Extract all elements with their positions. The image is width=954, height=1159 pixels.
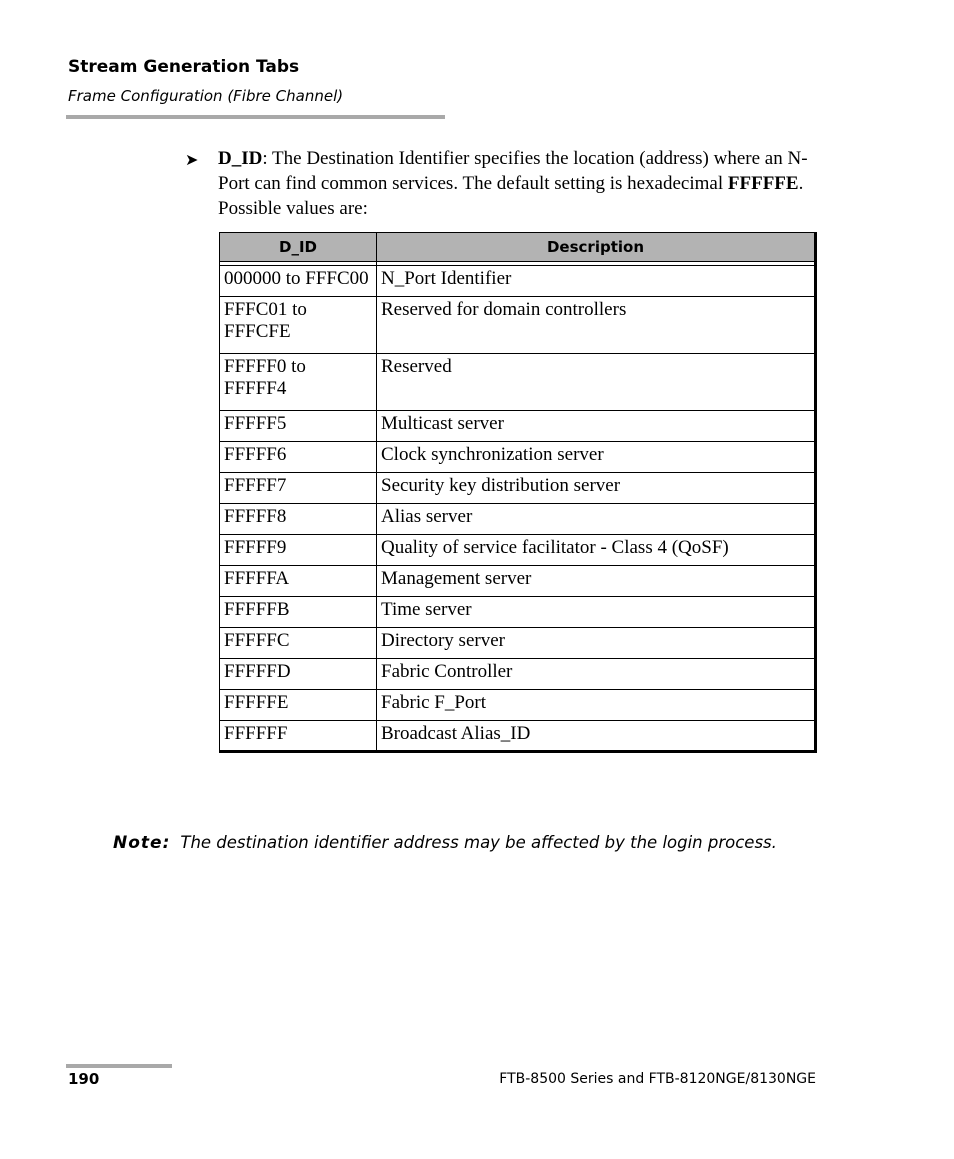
- description-cell: Clock synchronization server: [377, 442, 816, 473]
- description-cell: Reserved: [377, 354, 816, 411]
- did-table-container: [219, 232, 819, 753]
- description-cell: N_Port Identifier: [377, 266, 816, 297]
- description-cell: Reserved for domain controllers: [377, 297, 816, 354]
- did-cell: FFFFF8: [220, 504, 377, 535]
- footer-divider: [66, 1064, 172, 1068]
- intro-text-1: : The Destination Identifier specifies the location (address) where an N-Port can find common services. The default setting is hexadecimal: [218, 148, 808, 194]
- table-header-row: [220, 233, 816, 262]
- table-row: [220, 504, 816, 535]
- did-cell: FFFFF9: [220, 535, 377, 566]
- table-row: [220, 442, 816, 473]
- did-cell: FFFFFD: [220, 659, 377, 690]
- header-divider: [66, 115, 445, 119]
- did-table: [219, 232, 817, 753]
- table-row: [220, 297, 816, 354]
- did-cell: FFFFFF: [220, 721, 377, 752]
- table-row: [220, 266, 816, 297]
- description-cell: Directory server: [377, 628, 816, 659]
- did-cell: FFFFF5: [220, 411, 377, 442]
- note-label: Note:: [113, 833, 171, 853]
- description-cell: Alias server: [377, 504, 816, 535]
- table-row: [220, 628, 816, 659]
- table-row: [220, 597, 816, 628]
- did-cell: FFFFF0 to FFFFF4: [220, 354, 377, 411]
- page-number: 190: [68, 1070, 100, 1088]
- table-row: [220, 354, 816, 411]
- description-cell: Time server: [377, 597, 816, 628]
- table-row: [220, 411, 816, 442]
- description-cell: Quality of service facilitator - Class 4 (QoSF): [377, 535, 816, 566]
- table-body: [220, 262, 816, 752]
- column-header-did: D_ID: [220, 233, 377, 262]
- intro-text-2: . Possible values are:: [218, 173, 804, 219]
- description-cell: Management server: [377, 566, 816, 597]
- did-cell: FFFFFE: [220, 690, 377, 721]
- description-cell: Fabric Controller: [377, 659, 816, 690]
- table-row: [220, 659, 816, 690]
- table-row: [220, 721, 816, 752]
- column-header-description: Description: [377, 233, 816, 262]
- description-cell: Multicast server: [377, 411, 816, 442]
- note-text: The destination identifier address may be affected by the login process.: [180, 833, 777, 852]
- did-cell: FFFFFC: [220, 628, 377, 659]
- did-cell: FFFFFA: [220, 566, 377, 597]
- arrow-bullet-icon: ➤: [185, 150, 199, 169]
- footer-document-title: FTB-8500 Series and FTB-8120NGE/8130NGE: [499, 1071, 816, 1087]
- intro-term: D_ID: [218, 148, 263, 169]
- description-cell: Fabric F_Port: [377, 690, 816, 721]
- table-row: [220, 690, 816, 721]
- did-cell: FFFFFB: [220, 597, 377, 628]
- description-cell: Security key distribution server: [377, 473, 816, 504]
- table-row: [220, 473, 816, 504]
- intro-paragraph: [218, 146, 828, 221]
- table-row: [220, 566, 816, 597]
- section-title: Stream Generation Tabs: [68, 57, 300, 77]
- description-cell: Broadcast Alias_ID: [377, 721, 816, 752]
- section-subtitle: Frame Configuration (Fibre Channel): [68, 87, 344, 105]
- note: [113, 832, 777, 853]
- table-row: [220, 535, 816, 566]
- did-cell: FFFFF7: [220, 473, 377, 504]
- intro-default-value: FFFFFE: [727, 173, 799, 194]
- did-cell: 000000 to FFFC00: [220, 266, 377, 297]
- did-cell: FFFC01 to FFFCFE: [220, 297, 377, 354]
- did-cell: FFFFF6: [220, 442, 377, 473]
